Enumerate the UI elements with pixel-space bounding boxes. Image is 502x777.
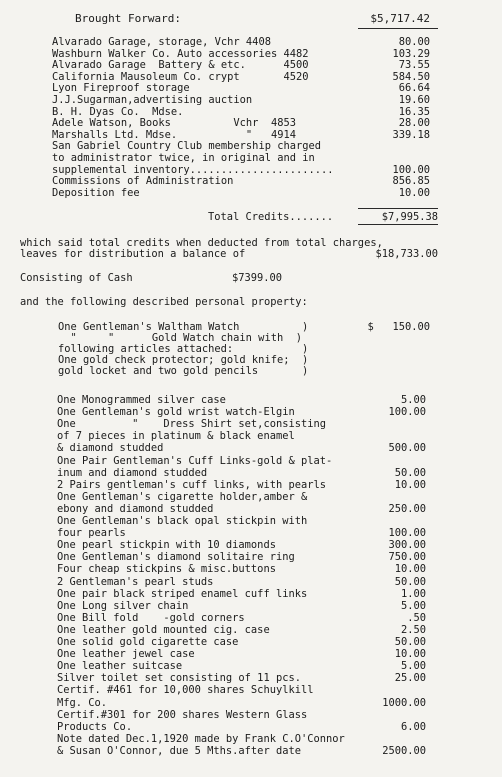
item-row-amount: 50.00 (394, 636, 426, 648)
credit-row-text: Adele Watson, Books Vchr 4853 (52, 117, 296, 130)
credit-row-text: supplemental inventory....................... (52, 163, 334, 176)
item-row-amount: 50.00 (394, 466, 426, 479)
credit-row-text: Alvarado Garage, storage, Vchr 4408 (52, 36, 271, 48)
property-intro: and the following described personal property: (20, 296, 308, 308)
credit-row-text: California Mausoleum Co. crypt 4520 (52, 70, 309, 83)
credit-row-amount: 80.00 (398, 36, 430, 48)
item-row-text: One leather gold mounted cig. case (57, 623, 270, 636)
item-row-text: Certif. #461 for 10,000 shares Schuylkill (57, 684, 314, 697)
item-row-text: Note dated Dec.1,1920 made by Frank C.O'Connor (57, 732, 345, 745)
item-row-amount: 10.00 (394, 478, 426, 491)
item-row-text: Mfg. Co. (57, 696, 108, 709)
item-row-text: One leather jewel case (57, 648, 195, 661)
item-row-amount: 300.00 (388, 539, 426, 552)
credit-row-amount: 856.85 (392, 175, 430, 188)
item-row-amount: 5.00 (400, 394, 426, 406)
group-line-4: One gold check protector; gold knife; ) (58, 354, 309, 366)
summary-line-1: which said total credits when deducted from total charges, (20, 237, 383, 249)
group-line-3: following articles attached: ) (58, 343, 309, 355)
item-row-amount: 25.00 (394, 672, 426, 685)
item-row-text: Certif.#301 for 200 shares Western Glass (57, 708, 308, 721)
item-row-amount: 50.00 (394, 575, 426, 588)
credit-row-text: Lyon Fireproof storage (52, 82, 190, 95)
item-row-text: Four cheap stickpins & misc.buttons (57, 563, 276, 576)
item-row-text: 2 Pairs gentleman's cuff links, with pearls (57, 478, 326, 491)
credit-row-text: Commissions of Administration (52, 175, 234, 188)
item-row-text: One Gentleman's diamond solitaire ring (57, 551, 295, 564)
item-row-amount: 5.00 (400, 660, 426, 673)
item-row-text: One Gentleman's black opal stickpin with (57, 515, 308, 527)
credit-row-amount: 10.00 (398, 186, 430, 199)
item-row-text: One leather suitcase (57, 660, 183, 673)
item-row-text: inum and diamond studded (57, 466, 208, 479)
credit-row-text: to administrator twice, in original and in (52, 152, 315, 164)
item-row-text: One Long silver chain (57, 599, 189, 612)
total-rule-top (358, 208, 438, 209)
item-row-text: of 7 pieces in platinum & black enamel (57, 430, 295, 443)
item-row-text: One Gentleman's gold wrist watch-Elgin (57, 406, 295, 419)
credit-row-amount: 66.64 (398, 82, 430, 95)
total-credits-label: Total Credits....... (208, 211, 334, 223)
cash-amount: $7399.00 (232, 272, 283, 284)
credit-row-text: Deposition fee (52, 186, 140, 199)
item-row-text: & Susan O'Connor, due 5 Mths.after date (57, 744, 301, 757)
credit-row-amount: 73.55 (398, 59, 430, 72)
credit-row-amount: 100.00 (392, 163, 430, 176)
credit-row-text: Washburn Walker Co. Auto accessories 4482 (52, 47, 309, 60)
item-row-amount: 500.00 (388, 442, 426, 455)
credit-row-amount: 16.35 (398, 105, 430, 118)
group-amount: $ 150.00 (367, 321, 430, 333)
item-row-amount: 100.00 (388, 406, 426, 419)
credit-row-text: B. H. Dyas Co. Mdse. (52, 105, 184, 118)
group-line-2: " " Gold Watch chain with ) (58, 332, 302, 344)
item-row-text: ebony and diamond studded (57, 502, 214, 515)
item-row-amount: 100.00 (388, 527, 426, 540)
item-row-amount: 750.00 (388, 551, 426, 564)
item-row-text: four pearls (57, 527, 126, 540)
credit-row-amount: 339.18 (392, 128, 430, 141)
group-line-5: gold locket and two gold pencils ) (58, 365, 309, 377)
item-row-text: & diamond studded (57, 442, 164, 455)
credit-row-amount: 584.50 (392, 70, 430, 83)
item-row-text: One Gentleman's cigarette holder,amber & (57, 490, 308, 503)
credit-row-text: J.J.Sugarman,advertising auction (52, 94, 253, 106)
item-row-text: 2 Gentleman's pearl studs (57, 575, 214, 588)
item-row-text: One pair black striped enamel cuff links (57, 587, 308, 600)
credit-row-amount: 28.00 (398, 117, 430, 130)
item-row-amount: 1.00 (400, 587, 426, 600)
summary-line-2: leaves for distribution a balance of (20, 248, 246, 260)
brought-forward-amount: $5,717.42 (370, 12, 430, 25)
credit-row-amount: 19.60 (398, 94, 430, 106)
cash-label: Consisting of Cash (20, 272, 133, 284)
item-row-amount: 10.00 (394, 563, 426, 576)
brought-forward-label: Brought Forward: (75, 12, 181, 25)
item-row-text: Silver toilet set consisting of 11 pcs. (57, 672, 301, 685)
balance-amount: $18,733.00 (375, 248, 438, 260)
group-line-1: One Gentleman's Waltham Watch ) (58, 321, 309, 333)
item-row-text: One Pair Gentleman's Cuff Links-gold & plat- (57, 454, 333, 467)
item-row-amount: 10.00 (394, 648, 426, 661)
item-row-amount: 5.00 (400, 599, 426, 612)
item-row-text: One Monogrammed silver case (57, 394, 226, 406)
amount-rule (358, 28, 438, 29)
credit-row-text: San Gabriel Country Club membership charged (52, 140, 321, 153)
item-row-text: One Bill fold -gold corners (57, 611, 245, 624)
item-row-text: One pearl stickpin with 10 diamonds (57, 539, 276, 552)
item-row-amount: 6.00 (400, 720, 426, 733)
item-row-text: One solid gold cigarette case (57, 636, 239, 648)
credit-row-text: Alvarado Garage Battery & etc. 4500 (52, 59, 309, 72)
credit-row-text: Marshalls Ltd. Mdse. " 4914 (52, 128, 296, 141)
total-credits-amount: $7,995.38 (381, 211, 438, 223)
item-row-amount: .50 (407, 611, 426, 624)
item-row-amount: 250.00 (388, 502, 426, 515)
item-row-text: Products Co. (57, 720, 133, 733)
item-row-text: One " Dress Shirt set,consisting (57, 418, 326, 431)
item-row-amount: 2.50 (400, 623, 426, 636)
item-row-amount: 2500.00 (382, 744, 426, 757)
credit-row-amount: 103.29 (392, 47, 430, 60)
total-rule-bottom (358, 224, 438, 225)
item-row-amount: 1000.00 (382, 696, 426, 709)
